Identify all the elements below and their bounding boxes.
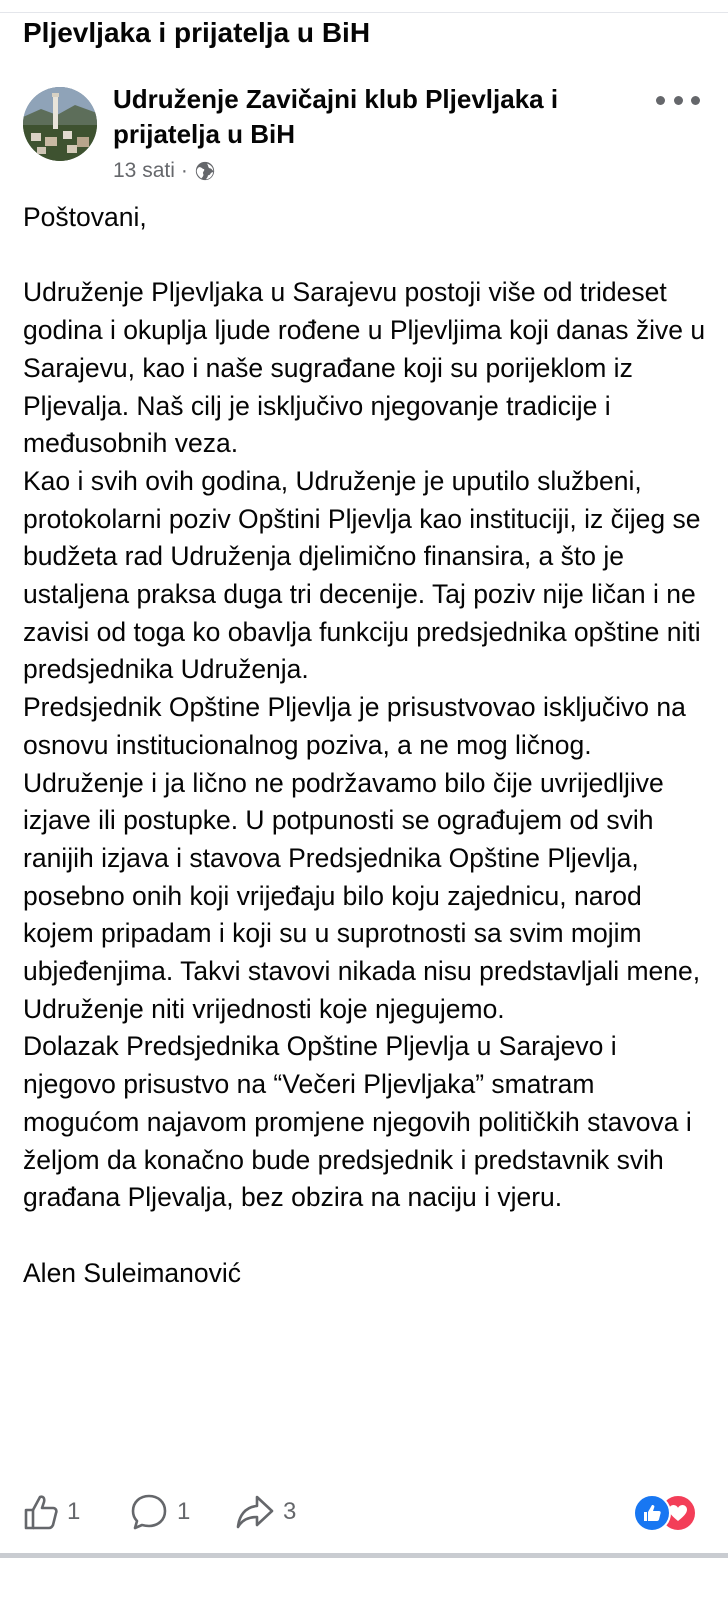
thumbs-up-icon (23, 1493, 59, 1531)
more-dot (656, 96, 665, 105)
meta-separator: · (180, 159, 188, 182)
like-count: 1 (67, 1498, 81, 1525)
post-author[interactable]: Udruženje Zavičajni klub Pljevljaka i prijatelja u BiH (113, 84, 559, 149)
post-time[interactable]: 13 sati (113, 159, 175, 182)
more-options-icon[interactable] (656, 86, 700, 114)
share-count: 3 (283, 1498, 297, 1525)
share-button[interactable] (235, 1490, 296, 1534)
reactions-summary[interactable] (633, 1494, 695, 1530)
top-divider (0, 12, 728, 13)
comment-button[interactable] (129, 1490, 190, 1534)
like-button[interactable] (23, 1490, 80, 1534)
heart-icon (668, 1504, 688, 1522)
comment-bubble-icon (129, 1492, 169, 1532)
post-body: Poštovani, Udruženje Pljevljaka u Sarajevu postoji više od trideset godina i okuplja ljude rođene u Pljevljima koji danas žive u Sarajevu, kao i naše sugrađane koji su porijeklom iz Pljevalja. Naš cilj je isključivo njegovanje tradicije i međusobnih veza. Kao i svih ovih godina, Udruženje je uputilo službeni, protokolarni poziv Opštini Pljevlja kao instituciji, iz čijeg se budžeta rad Udruženja djelimično finansira, a što je ustaljena praksa duga tri decenije. Taj poziv nije ličan i ne zavisi od toga ko obavlja funkciju predsjednika opštine niti predsjednika Udruženja. Predsjednik Opštine Pljevlja je prisustvovao isključivo na osnovu institucionalnog poziva, a ne mog ličnog. Udruženje i ja lično ne podržavamo bilo čije uvrijedljive izjave ili postupke. U potpunosti se ograđujem od svih ranijih izjava i stavova Predsjednika Opštine Pljevlja, posebno onih koji vrijeđaju bilo koju zajednicu, narod kojem pripadam i koji su u suprotnosti sa svim mojim ubjeđenjima. Takvi stavovi nikada nisu predstavljali mene, Udruženje niti vrijednosti koje njegujemo. Dolazak Predsjednika Opštine Pljevlja u Sarajevo i njegovo prisustvo na “Večeri Pljevljaka” smatram mogućom najavom promjene njegovih političkih stavova i željom da konačno bude predsjednik i predstavnik svih građana Pljevalja, bez obzira na naciju i vjeru. Alen Suleimanović (23, 202, 706, 1288)
avatar-photo (23, 87, 97, 161)
like-reaction-icon (633, 1494, 671, 1532)
share-arrow-icon (235, 1493, 275, 1531)
avatar[interactable] (23, 87, 97, 161)
more-dot (691, 96, 700, 105)
group-title[interactable]: Pljevljaka i prijatelja u BiH (23, 17, 371, 48)
bottom-divider (0, 1553, 728, 1558)
post-actions-bar (23, 1490, 695, 1534)
comment-count: 1 (177, 1498, 191, 1525)
thumbs-up-icon (642, 1503, 662, 1523)
globe-icon (194, 160, 216, 182)
more-dot (674, 96, 683, 105)
post-meta (113, 157, 216, 185)
